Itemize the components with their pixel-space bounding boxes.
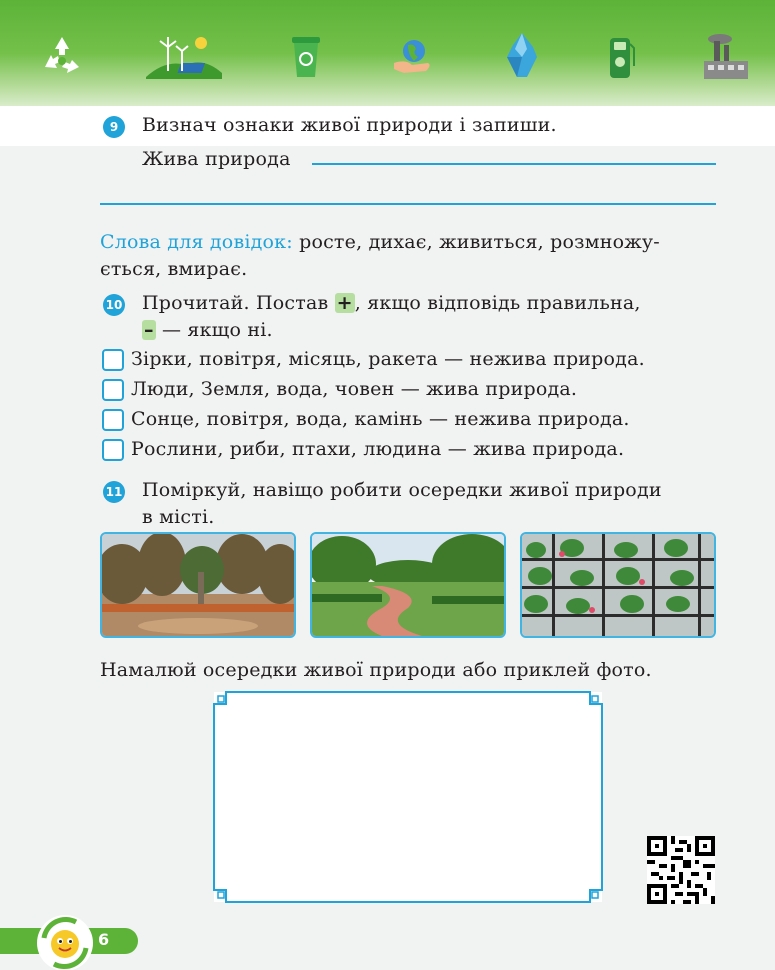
- plus-mark: +: [336, 292, 353, 314]
- sun-mascot-icon: [36, 914, 94, 970]
- draw-prompt: Намалюй осередки живої природи або приклей фото.: [100, 659, 652, 681]
- statement-2: Люди, Земля, вода, човен — жива природа.: [131, 378, 578, 400]
- task-number-10: 10: [103, 294, 125, 316]
- hint-words-2: ється, вмирає.: [100, 258, 248, 280]
- statement-1: Зірки, повітря, місяць, ракета — нежива природа.: [131, 348, 645, 370]
- answer-line-2[interactable]: [100, 203, 716, 205]
- statement-3: Сонце, повітря, вода, камінь — нежива природа.: [131, 408, 630, 430]
- answer-line-1[interactable]: [312, 163, 716, 165]
- task10-prompt-part-3: — якщо ні.: [161, 319, 273, 341]
- task10-prompt-line-2: [142, 317, 273, 344]
- recycle-bin-icon: [288, 30, 324, 82]
- plant-shelves-photo: [520, 532, 716, 638]
- page-number: 6: [98, 930, 110, 949]
- park-photo: [100, 532, 296, 638]
- task10-prompt-line-1: [142, 290, 641, 317]
- task10-prompt-part-2: , якщо відповідь правильна,: [354, 292, 641, 314]
- statement-4: Рослини, риби, птахи, людина — жива природа.: [131, 438, 625, 460]
- drawing-frame[interactable]: [212, 690, 604, 904]
- hint-line-1: [100, 229, 660, 256]
- factory-icon: [700, 30, 752, 82]
- hint-label: Слова для довідок:: [100, 231, 293, 253]
- header-banner: [0, 0, 775, 118]
- qr-code[interactable]: [647, 836, 715, 904]
- task9-answer-label: Жива природа: [142, 148, 291, 170]
- task11-prompt-line-2: в місті.: [142, 506, 215, 528]
- garden-path-photo: [310, 532, 506, 638]
- task11-prompt-line-1: Поміркуй, навіщо робити осередки живої природи: [142, 479, 662, 501]
- task9-prompt: Визнач ознаки живої природи і запиши.: [142, 114, 557, 136]
- wind-solar-icon: [146, 30, 222, 82]
- minus-mark: –: [144, 319, 154, 341]
- statement-checkbox-1[interactable]: [102, 349, 124, 371]
- task-number-9: 9: [103, 116, 125, 138]
- statement-checkbox-4[interactable]: [102, 439, 124, 461]
- eco-fuel-icon: [604, 30, 638, 82]
- hint-words-1: росте, дихає, живиться, розмножу-: [299, 231, 660, 253]
- hand-globe-icon: [390, 30, 436, 82]
- statement-checkbox-2[interactable]: [102, 379, 124, 401]
- task-number-11: 11: [103, 481, 125, 503]
- task10-prompt-part-1: Прочитай. Постав: [142, 292, 329, 314]
- statement-checkbox-3[interactable]: [102, 409, 124, 431]
- iceberg-icon: [504, 30, 540, 82]
- recycle-icon: [38, 30, 86, 82]
